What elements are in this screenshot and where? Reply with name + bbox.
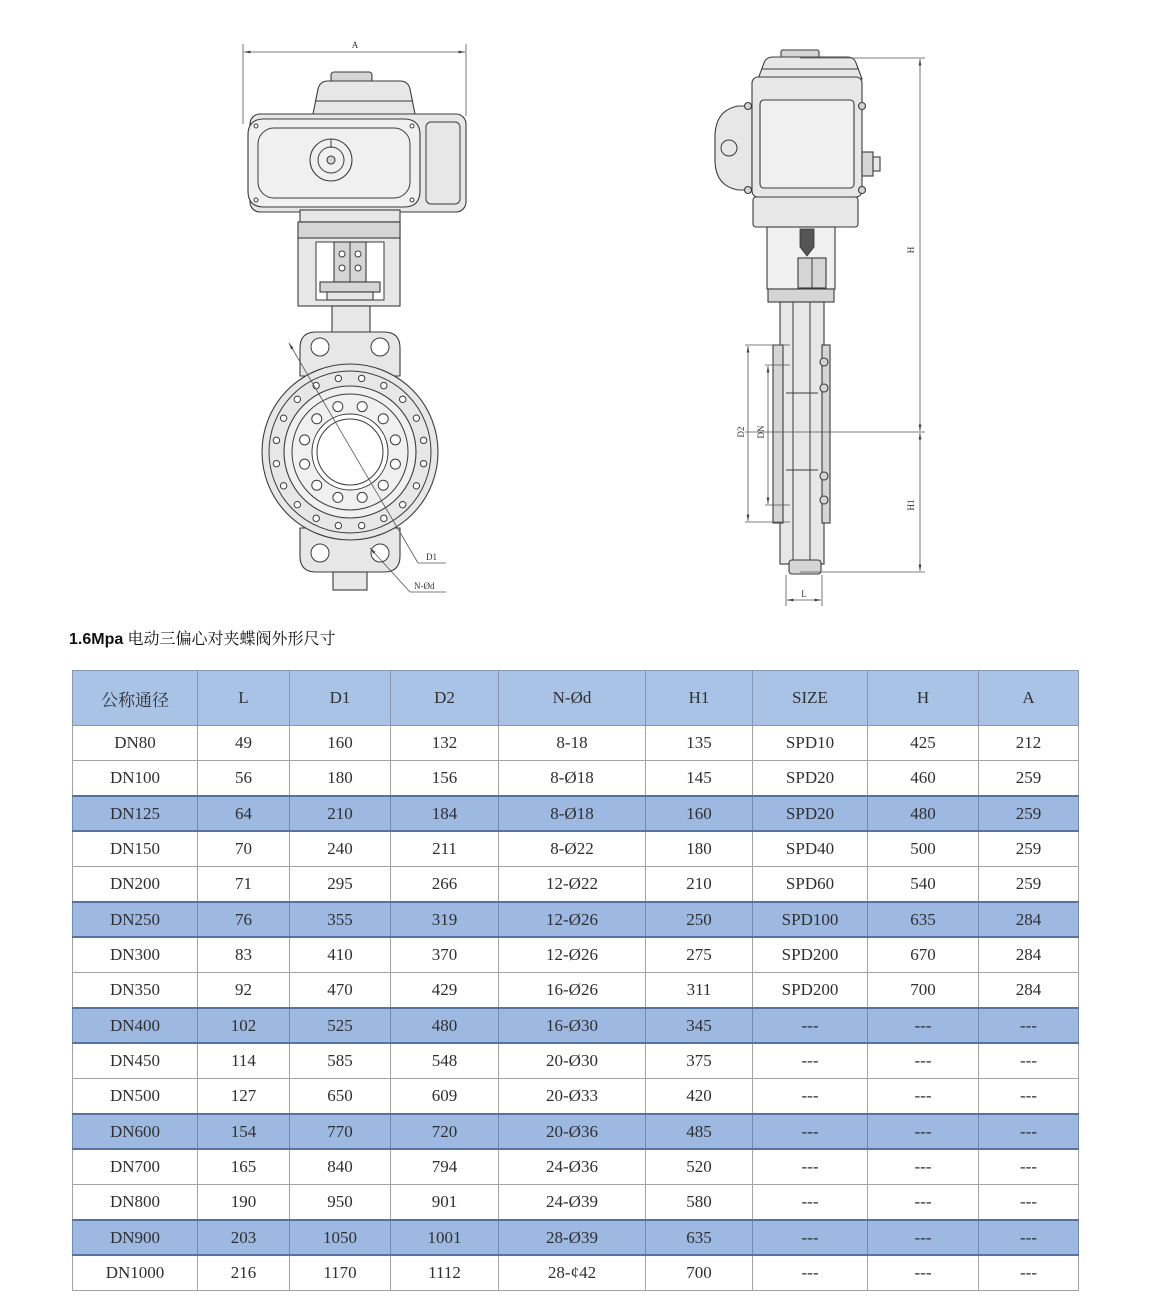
cell-d1: 355: [290, 902, 391, 937]
actuator-base-plate: [300, 210, 400, 222]
body-bolt: [820, 358, 828, 366]
cell-a: 284: [979, 973, 1079, 1009]
flange-bolt-hole: [381, 382, 387, 388]
cable-gland-tip: [873, 157, 880, 171]
disc-bolt-hole: [378, 414, 388, 424]
cell-size: SPD100: [753, 902, 868, 937]
cell-d1: 470: [290, 973, 391, 1009]
disc-bolt-hole: [300, 459, 310, 469]
valve-body-side: [780, 302, 824, 564]
cell-h: ---: [868, 1255, 979, 1291]
cell-a: ---: [979, 1185, 1079, 1221]
col-header-l: L: [198, 671, 290, 726]
cable-gland: [862, 152, 873, 176]
actuator-top-cover: [313, 81, 415, 114]
cell-h: 700: [868, 973, 979, 1009]
housing-bolt: [745, 187, 752, 194]
table-row: [73, 937, 1079, 973]
cell-h1: 485: [646, 1114, 753, 1149]
actuator-top-cover: [758, 57, 862, 79]
mounting-bracket: [298, 210, 400, 306]
bottom-stub: [333, 572, 367, 590]
cell-size: ---: [753, 1220, 868, 1255]
cell-size: SPD60: [753, 867, 868, 903]
table-row: [73, 1255, 1079, 1291]
flange-bolt-hole: [358, 375, 364, 381]
cell-size: ---: [753, 1149, 868, 1185]
cell-h: ---: [868, 1220, 979, 1255]
coupling-bolt: [355, 251, 361, 257]
flange-bolt-hole: [413, 483, 419, 489]
actuator-lower-box: [753, 197, 858, 227]
cell-dn: DN100: [73, 761, 198, 797]
cell-dn: DN600: [73, 1114, 198, 1149]
cell-a: 259: [979, 796, 1079, 831]
flange-bolt-hole: [294, 501, 300, 507]
cover-screw: [410, 198, 414, 202]
side-bracket: [767, 227, 835, 302]
raised-face-left: [773, 345, 783, 523]
cell-d1: 1050: [290, 1220, 391, 1255]
cell-a: 259: [979, 831, 1079, 867]
cell-h: ---: [868, 1079, 979, 1115]
cover-screw: [254, 198, 258, 202]
flange-bolt-hole: [280, 415, 286, 421]
coupling-bolt: [339, 265, 345, 271]
cell-d1: 840: [290, 1149, 391, 1185]
table-row: [73, 1149, 1079, 1185]
flange-bolt-hole: [273, 460, 279, 466]
cell-h: ---: [868, 1008, 979, 1043]
flange-bolt-hole: [358, 522, 364, 528]
cell-h1: 635: [646, 1220, 753, 1255]
title-text: 电动三偏心对夹蝶阀外形尺寸: [127, 629, 336, 648]
cell-h: 670: [868, 937, 979, 973]
cell-size: SPD20: [753, 796, 868, 831]
cell-h: ---: [868, 1043, 979, 1079]
col-header-n-d: N-Ød: [499, 671, 646, 726]
cell-n-d: 8-Ø18: [499, 761, 646, 797]
flange-bolt-hole: [313, 515, 319, 521]
cell-a: ---: [979, 1149, 1079, 1185]
col-header-h: H: [868, 671, 979, 726]
indicator-hub: [327, 156, 335, 164]
cell-h: 500: [868, 831, 979, 867]
cell-l: 56: [198, 761, 290, 797]
cell-h1: 311: [646, 973, 753, 1009]
housing-bolt: [745, 103, 752, 110]
cell-dn: DN900: [73, 1220, 198, 1255]
side-valve-body: [773, 302, 830, 574]
coupling-base: [327, 292, 373, 300]
cell-h: ---: [868, 1114, 979, 1149]
cell-size: SPD40: [753, 831, 868, 867]
cell-size: ---: [753, 1185, 868, 1221]
table-row: [73, 831, 1079, 867]
disc-bolt-hole: [312, 480, 322, 490]
table-header-row: [73, 671, 1079, 726]
cell-dn: DN250: [73, 902, 198, 937]
cell-l: 165: [198, 1149, 290, 1185]
dimension-label-l: L: [801, 589, 807, 599]
cover-screw: [410, 124, 414, 128]
cell-d1: 240: [290, 831, 391, 867]
cell-a: ---: [979, 1220, 1079, 1255]
cell-d2: 266: [391, 867, 499, 903]
cell-d1: 525: [290, 1008, 391, 1043]
cell-size: ---: [753, 1079, 868, 1115]
coupling-bolt: [355, 265, 361, 271]
cell-dn: DN500: [73, 1079, 198, 1115]
cell-d1: 210: [290, 796, 391, 831]
valve-bore: [312, 414, 388, 490]
cell-size: SPD200: [753, 973, 868, 1009]
cell-size: ---: [753, 1114, 868, 1149]
flange-bolt-hole: [294, 396, 300, 402]
table-row: [73, 1043, 1079, 1079]
cell-h: 635: [868, 902, 979, 937]
table-row: [73, 796, 1079, 831]
body-bolt: [820, 472, 828, 480]
cell-d2: 1001: [391, 1220, 499, 1255]
table-row: [73, 1079, 1079, 1115]
table-row: [73, 902, 1079, 937]
cell-dn: DN800: [73, 1185, 198, 1221]
cell-h: ---: [868, 1185, 979, 1221]
cell-n-d: 8-Ø18: [499, 796, 646, 831]
col-header-h1: H1: [646, 671, 753, 726]
cell-l: 102: [198, 1008, 290, 1043]
lug-hole: [311, 544, 329, 562]
cell-d2: 548: [391, 1043, 499, 1079]
disc-bolt-hole: [333, 492, 343, 502]
cell-d2: 132: [391, 726, 499, 761]
cell-n-d: 24-Ø39: [499, 1185, 646, 1221]
cell-d2: 156: [391, 761, 499, 797]
cell-d2: 211: [391, 831, 499, 867]
cell-n-d: 28-Ø39: [499, 1220, 646, 1255]
cell-a: 284: [979, 937, 1079, 973]
cell-size: SPD20: [753, 761, 868, 797]
cell-h: 540: [868, 867, 979, 903]
cell-d2: 480: [391, 1008, 499, 1043]
body-bolt: [820, 384, 828, 392]
flange-bolt-hole: [335, 375, 341, 381]
cell-n-d: 12-Ø26: [499, 902, 646, 937]
cell-dn: DN700: [73, 1149, 198, 1185]
housing-inner: [760, 100, 854, 188]
cell-l: 216: [198, 1255, 290, 1291]
cell-h1: 180: [646, 831, 753, 867]
cell-dn: DN300: [73, 937, 198, 973]
cell-a: 259: [979, 867, 1079, 903]
cell-d1: 585: [290, 1043, 391, 1079]
flange-bolt-hole: [413, 415, 419, 421]
flange-bolt-hole: [273, 437, 279, 443]
side-actuator: [715, 50, 880, 227]
cell-d2: 794: [391, 1149, 499, 1185]
disc-bolt-hole: [357, 402, 367, 412]
table-row: [73, 1220, 1079, 1255]
cell-a: 212: [979, 726, 1079, 761]
cell-dn: DN400: [73, 1008, 198, 1043]
valve-neck: [332, 306, 370, 334]
cell-n-d: 8-18: [499, 726, 646, 761]
cell-a: ---: [979, 1043, 1079, 1079]
flange-bolt-hole: [335, 522, 341, 528]
cell-size: ---: [753, 1008, 868, 1043]
disc-bolt-hole: [312, 414, 322, 424]
cell-l: 76: [198, 902, 290, 937]
cell-l: 203: [198, 1220, 290, 1255]
disc-bolt-hole: [333, 402, 343, 412]
pressure-rating: 1.6Mpa: [69, 631, 124, 648]
cell-size: ---: [753, 1043, 868, 1079]
cell-a: 259: [979, 761, 1079, 797]
cell-dn: DN350: [73, 973, 198, 1009]
cell-h: ---: [868, 1149, 979, 1185]
cell-a: ---: [979, 1255, 1079, 1291]
cell-h1: 520: [646, 1149, 753, 1185]
table-row: [73, 973, 1079, 1009]
flange-bolt-hole: [280, 483, 286, 489]
cell-dn: DN150: [73, 831, 198, 867]
disc-bolt-hole: [300, 435, 310, 445]
valve-outline-drawings: [0, 0, 1150, 620]
cell-d1: 770: [290, 1114, 391, 1149]
cell-d1: 650: [290, 1079, 391, 1115]
table-row: [73, 761, 1079, 797]
cell-a: ---: [979, 1008, 1079, 1043]
disc-bolt-hole: [357, 492, 367, 502]
cell-h1: 375: [646, 1043, 753, 1079]
cell-d2: 319: [391, 902, 499, 937]
cell-dn: DN125: [73, 796, 198, 831]
table-row: [73, 1008, 1079, 1043]
cell-h1: 580: [646, 1185, 753, 1221]
cell-h1: 700: [646, 1255, 753, 1291]
cell-h1: 250: [646, 902, 753, 937]
cell-h: 460: [868, 761, 979, 797]
cell-d2: 184: [391, 796, 499, 831]
dimension-label-dn: DN: [756, 425, 766, 439]
cell-n-d: 8-Ø22: [499, 831, 646, 867]
cell-d1: 1170: [290, 1255, 391, 1291]
table-body: [73, 726, 1079, 1291]
cell-n-d: 20-Ø33: [499, 1079, 646, 1115]
cell-l: 114: [198, 1043, 290, 1079]
cell-h: 425: [868, 726, 979, 761]
cell-l: 83: [198, 937, 290, 973]
cell-d2: 429: [391, 973, 499, 1009]
cell-h1: 210: [646, 867, 753, 903]
cell-size: SPD200: [753, 937, 868, 973]
cover-screw: [254, 124, 258, 128]
front-view: [243, 40, 466, 592]
cell-a: ---: [979, 1079, 1079, 1115]
cell-l: 190: [198, 1185, 290, 1221]
dimension-label-n-d: N-Ød: [414, 581, 435, 591]
side-view: [715, 50, 925, 606]
cell-h1: 135: [646, 726, 753, 761]
cell-l: 49: [198, 726, 290, 761]
cell-a: 284: [979, 902, 1079, 937]
cell-n-d: 12-Ø26: [499, 937, 646, 973]
dimension-label-d1: D1: [426, 552, 437, 562]
cell-h1: 160: [646, 796, 753, 831]
cell-d1: 295: [290, 867, 391, 903]
cell-d2: 720: [391, 1114, 499, 1149]
cell-n-d: 16-Ø30: [499, 1008, 646, 1043]
col-header-dn: 公称通径: [73, 671, 198, 726]
table-row: [73, 1185, 1079, 1221]
bracket-top-band: [298, 222, 400, 238]
cell-size: SPD10: [753, 726, 868, 761]
coupling-flange: [320, 282, 380, 292]
housing-bolt: [859, 103, 866, 110]
col-header-d1: D1: [290, 671, 391, 726]
cell-h: 480: [868, 796, 979, 831]
cell-dn: DN80: [73, 726, 198, 761]
col-header-a: A: [979, 671, 1079, 726]
disc-bolt-hole: [390, 435, 400, 445]
cell-l: 71: [198, 867, 290, 903]
disc-bolt-hole: [390, 459, 400, 469]
bracket-flange: [768, 289, 834, 302]
table-row: [73, 726, 1079, 761]
coupling-bolt: [339, 251, 345, 257]
cell-l: 70: [198, 831, 290, 867]
cell-d1: 180: [290, 761, 391, 797]
cell-h1: 345: [646, 1008, 753, 1043]
cell-l: 92: [198, 973, 290, 1009]
cell-dn: DN450: [73, 1043, 198, 1079]
col-header-d2: D2: [391, 671, 499, 726]
cell-size: ---: [753, 1255, 868, 1291]
dimension-label-a: A: [351, 40, 359, 50]
flange-bolt-hole: [399, 396, 405, 402]
cell-d2: 1112: [391, 1255, 499, 1291]
cell-d2: 370: [391, 937, 499, 973]
cell-h1: 275: [646, 937, 753, 973]
lug-hole: [371, 338, 389, 356]
cell-l: 64: [198, 796, 290, 831]
dimension-label-h: H: [906, 246, 916, 254]
cell-n-d: 16-Ø26: [499, 973, 646, 1009]
cell-l: 154: [198, 1114, 290, 1149]
dimension-table: [72, 670, 1079, 1291]
cell-d1: 160: [290, 726, 391, 761]
table-row: [73, 867, 1079, 903]
cell-h1: 145: [646, 761, 753, 797]
col-header-size: SIZE: [753, 671, 868, 726]
cell-n-d: 20-Ø30: [499, 1043, 646, 1079]
cell-n-d: 24-Ø36: [499, 1149, 646, 1185]
flange-bolt-hole: [420, 437, 426, 443]
table-row: [73, 1114, 1079, 1149]
table-title: [69, 628, 336, 651]
electric-actuator: [248, 72, 466, 212]
flange-bolt-hole: [399, 501, 405, 507]
cell-dn: DN200: [73, 867, 198, 903]
cell-l: 127: [198, 1079, 290, 1115]
cell-n-d: 28-¢42: [499, 1255, 646, 1291]
cell-d1: 410: [290, 937, 391, 973]
cell-d2: 609: [391, 1079, 499, 1115]
flange-bolt-hole: [381, 515, 387, 521]
lug-hole: [311, 338, 329, 356]
flange-bolt-hole: [420, 460, 426, 466]
housing-bolt: [859, 187, 866, 194]
cell-a: ---: [979, 1114, 1079, 1149]
cell-n-d: 20-Ø36: [499, 1114, 646, 1149]
cell-d1: 950: [290, 1185, 391, 1221]
dimension-label-h1: H1: [906, 499, 916, 511]
dimension-label-d2: D2: [736, 426, 746, 438]
cell-dn: DN1000: [73, 1255, 198, 1291]
cell-d2: 901: [391, 1185, 499, 1221]
disc-bolt-hole: [378, 480, 388, 490]
body-bolt: [820, 496, 828, 504]
cell-h1: 420: [646, 1079, 753, 1115]
cell-n-d: 12-Ø22: [499, 867, 646, 903]
